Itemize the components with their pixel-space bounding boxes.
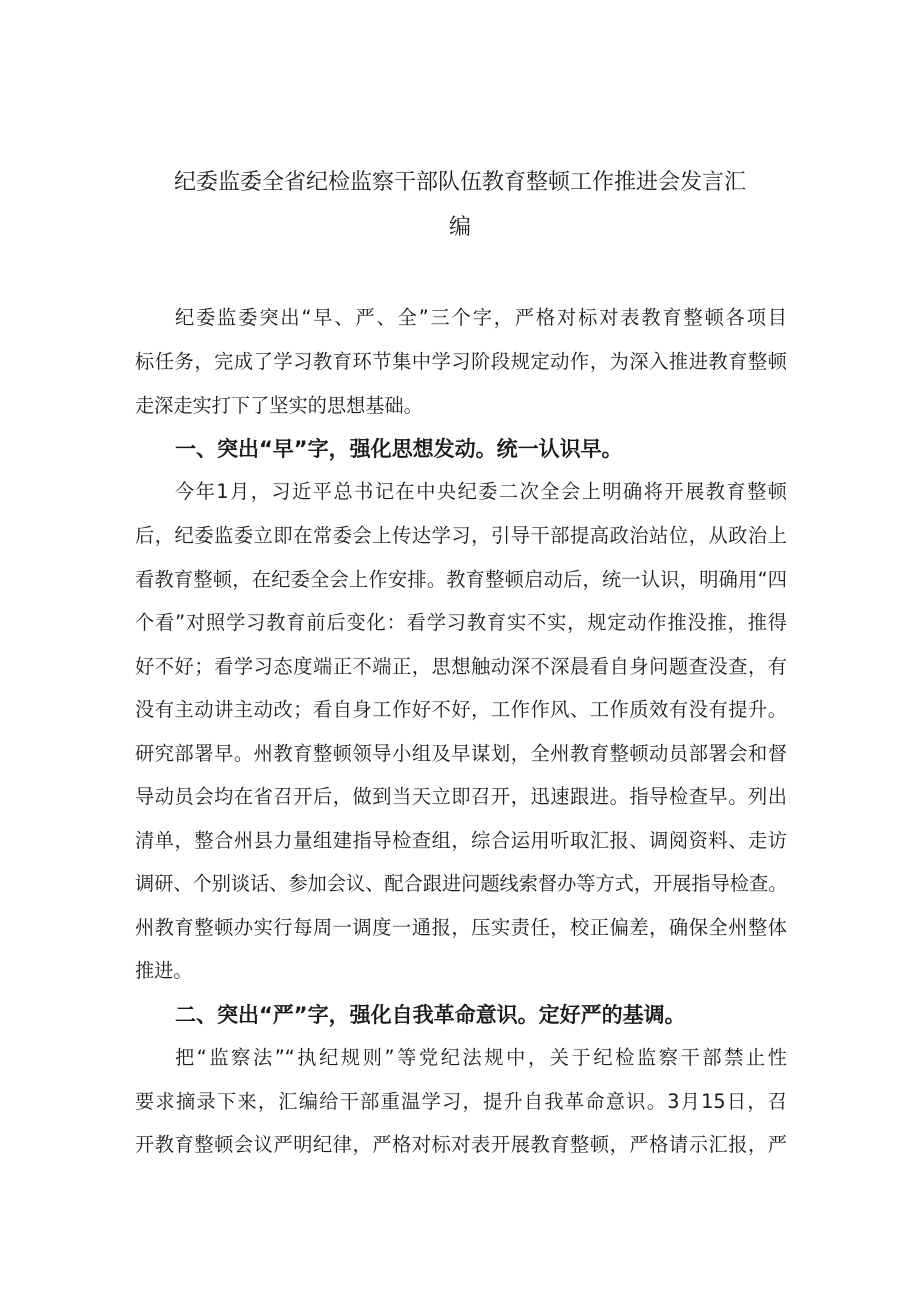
section-1-line-12: 推进。 xyxy=(135,959,193,982)
section-1-line-4: 个看”对照学习教育前后变化：看学习教育实不实，规定动作推没推，推得 xyxy=(135,611,787,634)
section-2-line-3: 开教育整顿会议严明纪律，严格对标对表开展教育整顿，严格请示汇报，严 xyxy=(135,1133,787,1156)
intro-line-3: 走深走实打下了坚实的思想基础。 xyxy=(135,394,423,417)
document-title-line-2: 编 xyxy=(448,215,471,240)
section-1-line-1: 今年1月，习近平总书记在中央纪委二次全会上明确将开展教育整顿 xyxy=(175,480,787,503)
intro-line-2: 标任务，完成了学习教育环节集中学习阶段规定动作，为深入推进教育整顿 xyxy=(135,350,787,373)
section-1-line-2: 后，纪委监委立即在常委会上传达学习，引导干部提高政治站位，从政治上 xyxy=(135,524,787,547)
section-1-line-7: 研究部署早。州教育整顿领导小组及早谋划，全州教育整顿动员部署会和督 xyxy=(135,742,787,765)
section-1-line-6: 没有主动讲主动改；看自身工作好不好，工作作风、工作质效有没有提升。 xyxy=(135,698,787,721)
section-1-line-5: 好不好；看学习态度端正不端正，思想触动深不深晨看自身问题查没查，有 xyxy=(135,655,787,678)
section-2-line-1: 把“监察法”“执纪规则”等党纪法规中，关于纪检监察干部禁止性 xyxy=(175,1046,787,1069)
section-1-line-9: 清单，整合州县力量组建指导检查组，综合运用听取汇报、调阅资料、走访 xyxy=(135,829,787,852)
intro-line-1: 纪委监委突出“早、严、全”三个字，严格对标对表教育整顿各项目 xyxy=(175,306,787,329)
section-2-heading: 二、突出“严”字，强化自我革命意识。定好严的基调。 xyxy=(175,1003,686,1027)
section-1-line-3: 看教育整顿，在纪委全会上作安排。教育整顿启动后，统一认识，明确用“四 xyxy=(135,568,787,591)
section-1-heading: 一、突出“早”字，强化思想发动。统一认识早。 xyxy=(175,437,623,461)
section-2-line-2: 要求摘录下来，汇编给干部重温学习，提升自我革命意识。3月15日，召 xyxy=(135,1090,787,1113)
document-title-line-1: 纪委监委全省纪检监察干部队伍教育整顿工作推进会发言汇 xyxy=(173,170,746,195)
section-1-line-10: 调研、个别谈话、参加会议、配合跟进问题线索督办等方式，开展指导检查。 xyxy=(135,872,788,895)
section-1-line-11: 州教育整顿办实行每周一调度一通报，压实责任，校正偏差，确保全州整体 xyxy=(135,916,787,939)
section-1-line-8: 导动员会均在省召开后，做到当天立即召开，迅速跟进。指导检查早。列出 xyxy=(135,785,787,808)
